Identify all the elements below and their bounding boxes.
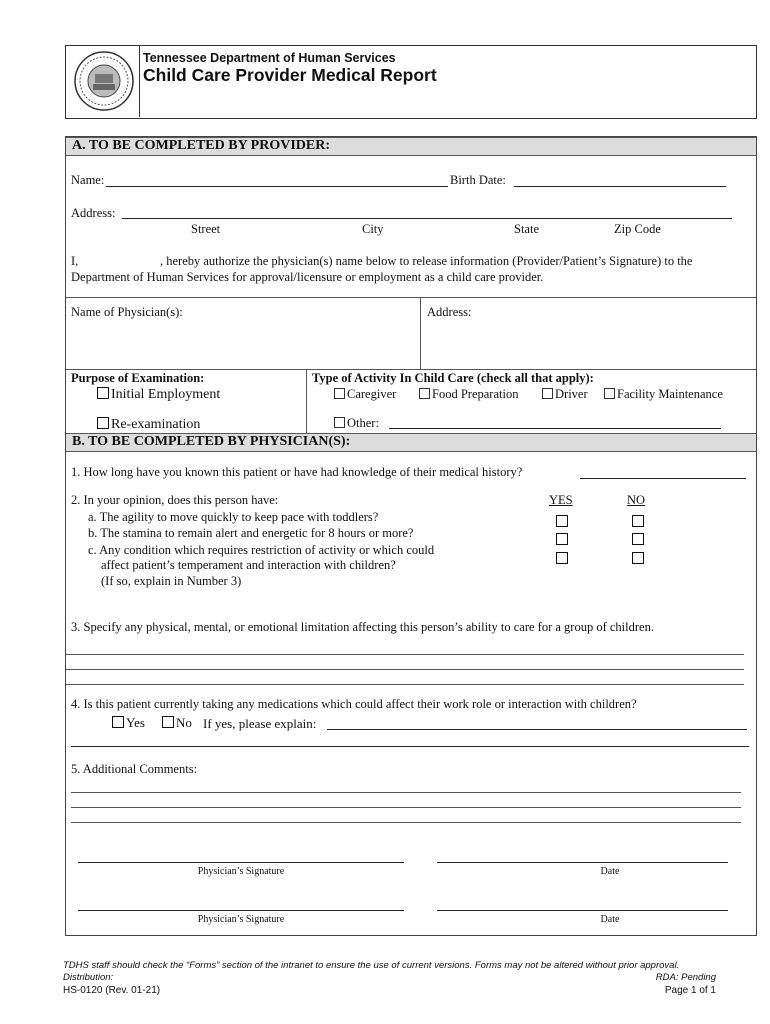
- activity-facility-maintenance[interactable]: [604, 387, 723, 402]
- date-label-1: Date: [600, 866, 620, 877]
- physician-name-label: Name of Physician(s):: [71, 305, 183, 319]
- question-3-answer-line-2[interactable]: [66, 669, 744, 670]
- no-column-header: NO: [627, 493, 646, 507]
- date-line-1[interactable]: [437, 862, 728, 863]
- food-preparation-label: Food Preparation: [432, 387, 519, 401]
- question-5: 5. Additional Comments:: [71, 762, 198, 776]
- caregiver-label: Caregiver: [347, 387, 397, 401]
- question-2: 2. In your opinion, does this person have:: [71, 493, 279, 507]
- question-3-answer-line-1[interactable]: [66, 654, 744, 655]
- footer-notice: TDHS staff should check the “Forms” section of the intranet to ensure the use of current versions. Forms may not be altered without prior approval.: [63, 960, 680, 971]
- question-3-answer-line-3[interactable]: [66, 684, 744, 685]
- question-4-no[interactable]: [162, 715, 192, 731]
- question-2a-yes-checkbox[interactable]: [556, 515, 568, 527]
- driver-checkbox[interactable]: [542, 388, 553, 399]
- yes-column-header: YES: [549, 493, 573, 507]
- food-preparation-checkbox[interactable]: [419, 388, 430, 399]
- footer-rda: RDA: Pending: [655, 972, 716, 983]
- purpose-label: Purpose of Examination:: [71, 371, 205, 385]
- facility-maintenance-label: Facility Maintenance: [617, 387, 723, 401]
- footer-page-number: Page 1 of 1: [664, 985, 716, 996]
- question-2c-line-2: affect patient’s temperament and interaction with children?: [101, 558, 396, 572]
- question-4: 4. Is this patient currently taking any medications which could affect their work role or interaction with children?: [71, 697, 637, 711]
- authorization-text-1: , hereby authorize the physician(s) name below to release information (Provider/Patient’s Signature) to the: [160, 254, 693, 268]
- comments-line-1[interactable]: [71, 792, 741, 793]
- question-4-no-checkbox[interactable]: [162, 716, 174, 728]
- physician-name-area[interactable]: [70, 322, 415, 366]
- activity-caregiver[interactable]: [334, 387, 396, 402]
- physician-divider: [420, 297, 421, 369]
- section-a-heading: A. TO BE COMPLETED BY PROVIDER:: [72, 138, 330, 153]
- birth-date-input[interactable]: [514, 186, 726, 187]
- facility-maintenance-checkbox[interactable]: [604, 388, 615, 399]
- other-label: Other:: [347, 416, 379, 430]
- purpose-re-examination[interactable]: [97, 417, 200, 433]
- agency-name: Tennessee Department of Human Services: [143, 51, 396, 65]
- re-examination-label: Re-examination: [111, 417, 201, 432]
- physician-signature-line-2[interactable]: [78, 910, 404, 911]
- activity-label: Type of Activity In Child Care (check all that apply):: [312, 371, 594, 385]
- other-checkbox[interactable]: [334, 417, 345, 428]
- physician-signature-label-1: Physician’s Signature: [197, 866, 285, 877]
- question-4-yes-label: Yes: [126, 715, 145, 730]
- name-label: Name:: [71, 173, 105, 187]
- purpose-initial-employment[interactable]: [97, 387, 220, 403]
- caregiver-checkbox[interactable]: [334, 388, 345, 399]
- question-4-yes[interactable]: [112, 715, 145, 731]
- question-4-explain-input[interactable]: [327, 729, 747, 730]
- form-title: Child Care Provider Medical Report: [143, 65, 437, 85]
- question-4-explain-input-2[interactable]: [71, 746, 749, 747]
- section-b-header: [66, 433, 756, 452]
- comments-line-2[interactable]: [71, 807, 741, 808]
- physician-signature-label-2: Physician’s Signature: [197, 914, 285, 925]
- street-caption: Street: [191, 222, 221, 236]
- authorization-i: I,: [71, 254, 79, 268]
- initial-employment-label: Initial Employment: [111, 387, 221, 402]
- question-1: 1. How long have you known this patient or have had knowledge of their medical history?: [71, 465, 523, 479]
- footer-distribution: Distribution:: [63, 972, 114, 983]
- question-2b-yes-checkbox[interactable]: [556, 533, 568, 545]
- question-2a: a. The agility to move quickly to keep pace with toddlers?: [88, 510, 379, 524]
- state-caption: State: [514, 222, 539, 236]
- re-examination-checkbox[interactable]: [97, 417, 109, 429]
- address-label: Address:: [71, 206, 116, 220]
- question-4-no-label: No: [176, 715, 192, 730]
- header-divider: [139, 45, 140, 117]
- purpose-divider: [306, 369, 307, 433]
- purpose-row-top-border: [66, 369, 756, 370]
- question-2c-line-1: c. Any condition which requires restriction of activity or which could: [88, 543, 435, 557]
- physician-row-top-border: [66, 297, 756, 298]
- physician-address-label: Address:: [427, 305, 472, 319]
- question-4-explain-label: If yes, please explain:: [203, 716, 317, 731]
- question-3: 3. Specify any physical, mental, or emotional limitation affecting this person’s ability to care for a group of children.: [71, 620, 654, 634]
- date-label-2: Date: [600, 914, 620, 925]
- initial-employment-checkbox[interactable]: [97, 387, 109, 399]
- question-4-yes-checkbox[interactable]: [112, 716, 124, 728]
- question-2b: b. The stamina to remain alert and energetic for 8 hours or more?: [88, 526, 414, 540]
- driver-label: Driver: [555, 387, 588, 401]
- question-2a-no-checkbox[interactable]: [632, 515, 644, 527]
- question-2b-no-checkbox[interactable]: [632, 533, 644, 545]
- question-2c-yes-checkbox[interactable]: [556, 552, 568, 564]
- zip-caption: Zip Code: [614, 222, 661, 236]
- section-a-header: [66, 137, 756, 156]
- section-b-heading: B. TO BE COMPLETED BY PHYSICIAN(S):: [72, 434, 351, 449]
- comments-line-3[interactable]: [71, 822, 741, 823]
- birth-date-label: Birth Date:: [450, 173, 506, 187]
- footer-form-number: HS-0120 (Rev. 01-21): [63, 985, 161, 996]
- question-2c-line-3: (If so, explain in Number 3): [101, 574, 242, 588]
- other-input[interactable]: [389, 428, 721, 429]
- physician-signature-line-1[interactable]: [78, 862, 404, 863]
- physician-address-area[interactable]: [425, 322, 751, 366]
- city-caption: City: [362, 222, 384, 236]
- state-seal-logo: [73, 50, 135, 112]
- question-1-input[interactable]: [580, 478, 746, 479]
- address-input[interactable]: [122, 218, 732, 219]
- question-2c-no-checkbox[interactable]: [632, 552, 644, 564]
- date-line-2[interactable]: [437, 910, 728, 911]
- authorization-text-2: Department of Human Services for approval/licensure or employment as a child care provider.: [71, 270, 544, 284]
- activity-food-preparation[interactable]: [419, 387, 518, 402]
- name-input[interactable]: [106, 186, 448, 187]
- activity-driver[interactable]: [542, 387, 588, 402]
- activity-other[interactable]: [334, 416, 379, 431]
